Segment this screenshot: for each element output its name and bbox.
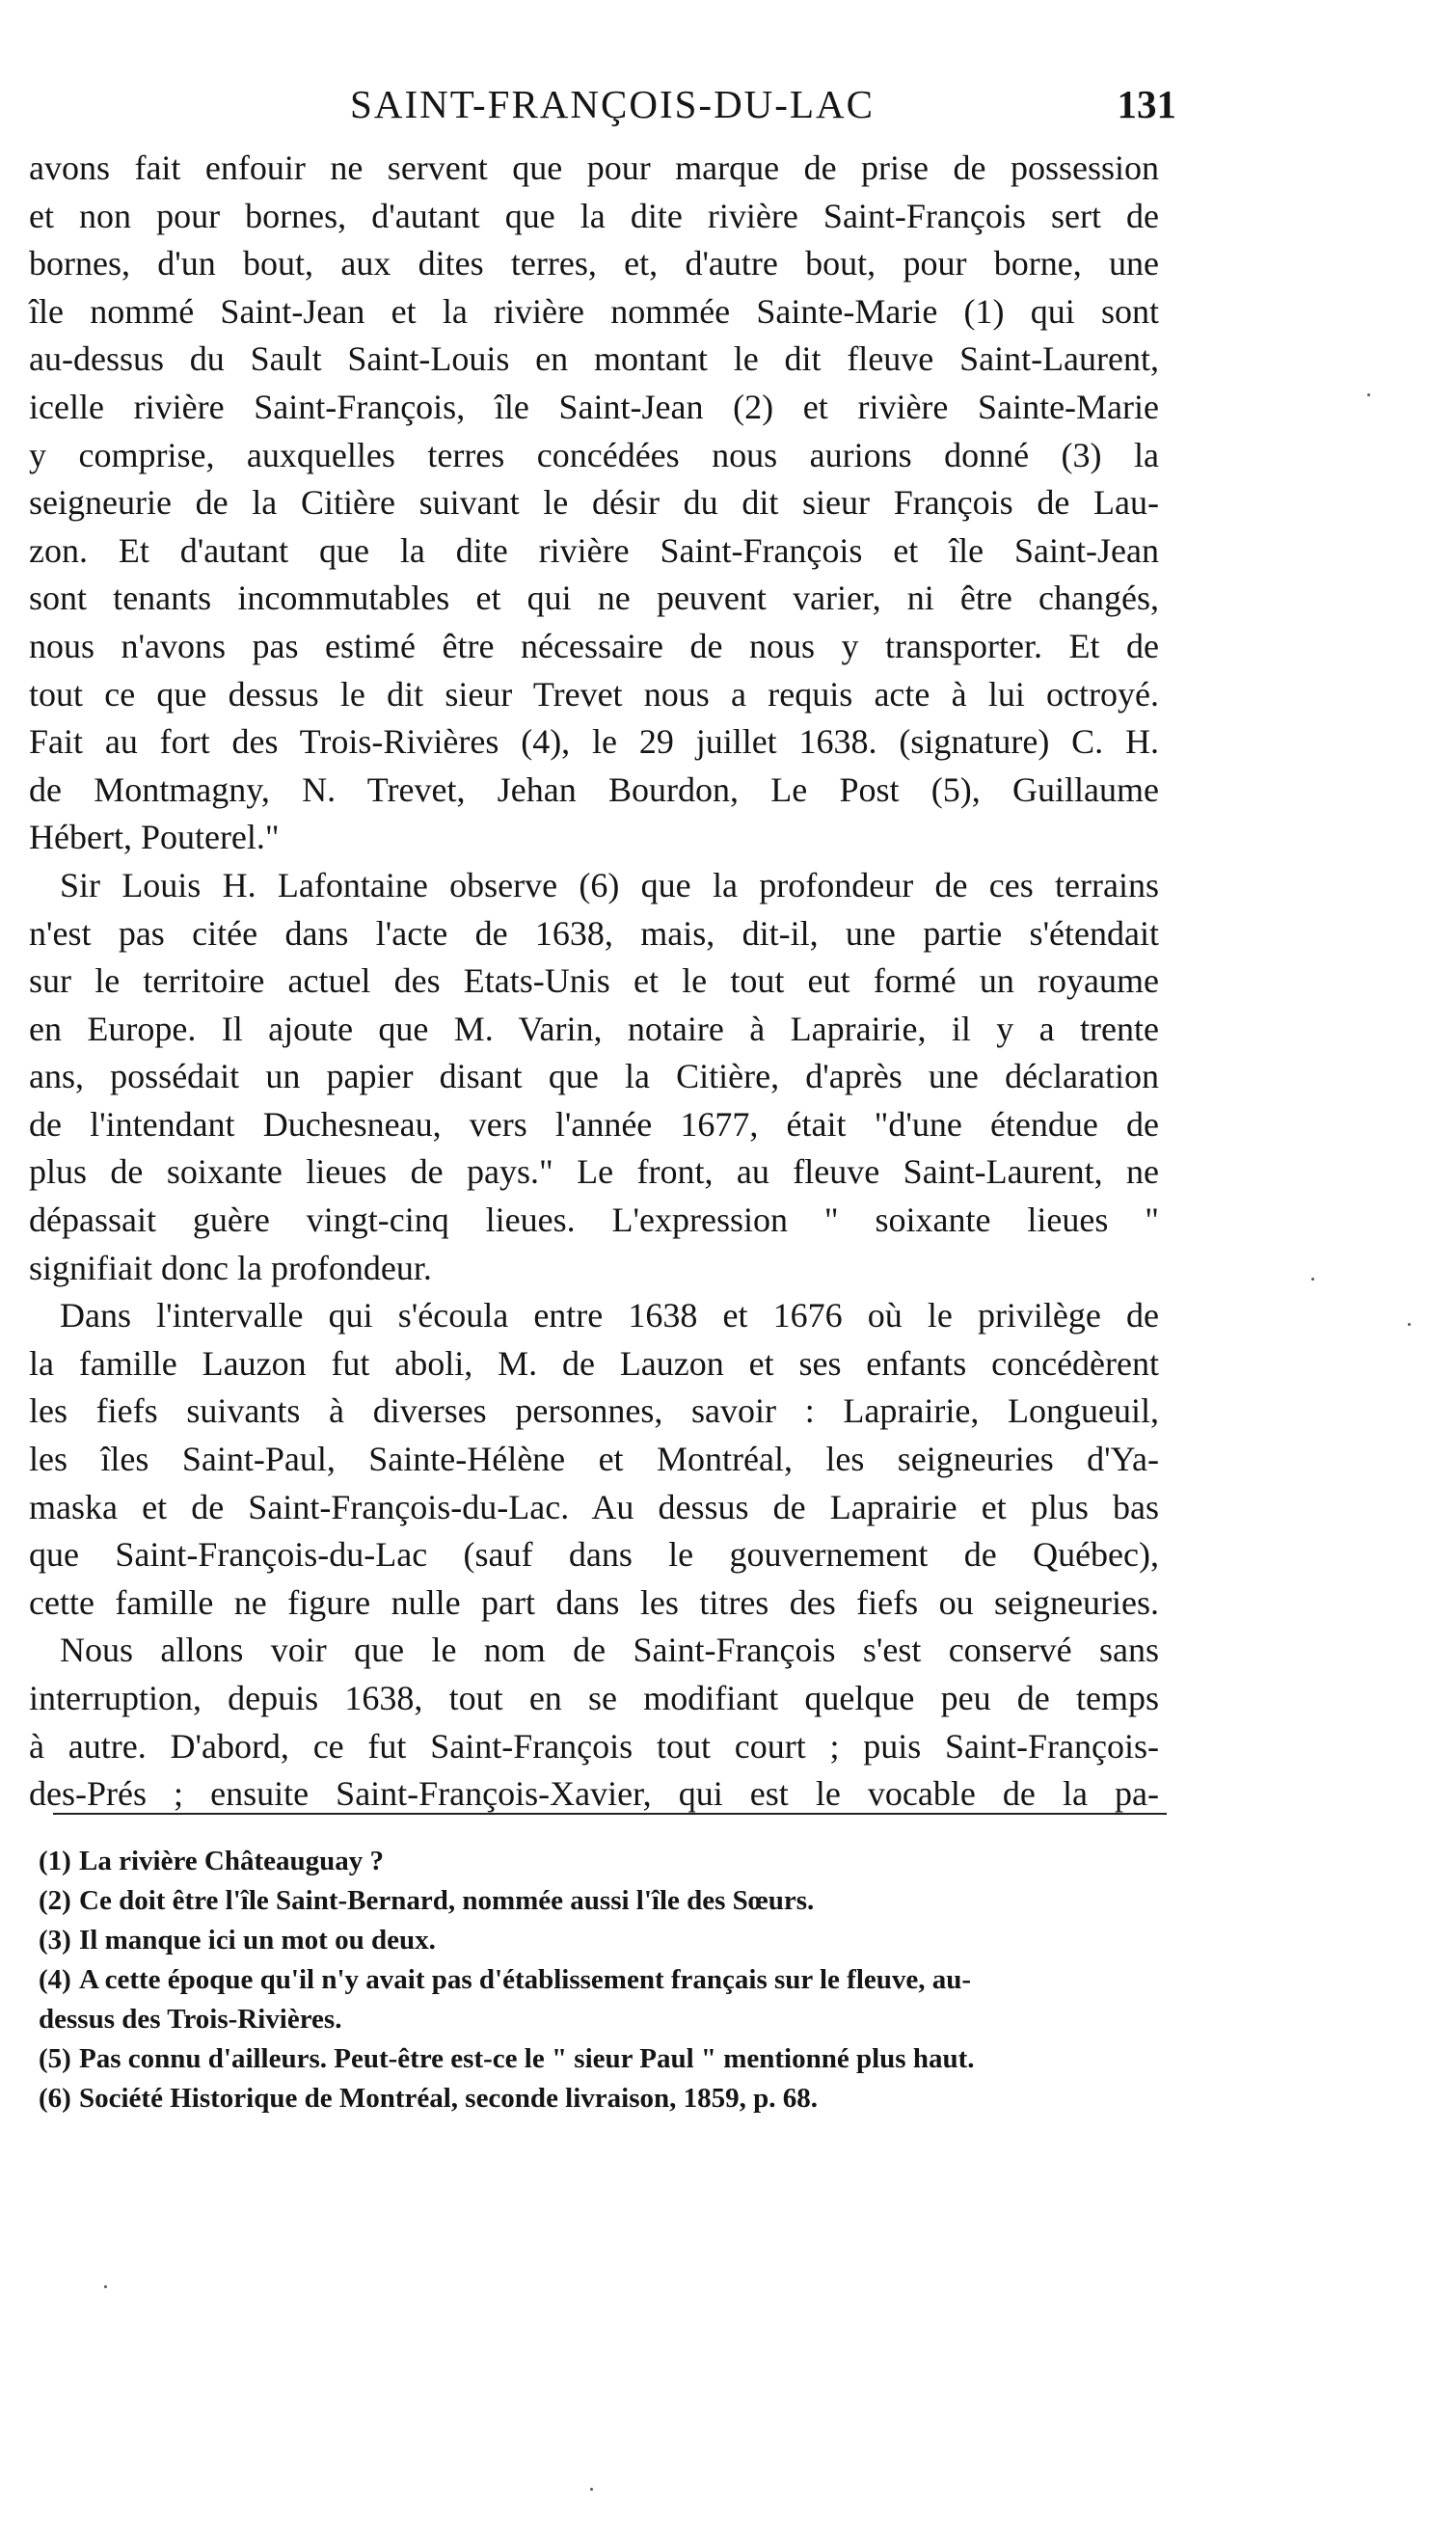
text-line: signifiait donc la profondeur. [29,1248,432,1287]
text-line: dépassait guère vingt-cinq lieues. L'expression " soixante lieues " [29,1201,1159,1240]
footnote-divider [53,1813,1167,1815]
text-line: maska et de Saint-François-du-Lac. Au dessus de Laprairie et plus bas [29,1487,1159,1526]
footnote-text: Société Historique de Montréal, seconde livraison, 1859, p. 68. [79,2083,819,2114]
text-line: et non pour bornes, d'autant que la dite rivière Saint-François sert de [29,196,1159,235]
footnote-number: (6) [39,2083,71,2114]
text-line: en Europe. Il ajoute que M. Varin, notaire à Laprairie, il y a trente [29,1009,1159,1048]
text-line: interruption, depuis 1638, tout en se modifiant quelque peu de temps [29,1679,1159,1717]
scan-speck [1408,1323,1411,1326]
text-line: les îles Saint-Paul, Sainte-Hélène et Montréal, les seigneuries d'Ya- [29,1440,1159,1479]
scan-speck [1367,393,1370,396]
text-line: nous n'avons pas estimé être nécessaire de nous y transporter. Et de [29,626,1159,665]
text-line: de Montmagny, N. Trevet, Jehan Bourdon, Le Post (5), Guillaume [29,769,1159,809]
text-line: que Saint-François-du-Lac (sauf dans le gouvernement de Québec), [29,1535,1159,1575]
text-line: à autre. D'abord, ce fut Saint-François tout court ; puis Saint-François- [29,1726,1159,1766]
footnotes [39,1842,1169,2118]
text-line: tout ce que dessus le dit sieur Trevet nous a requis acte à lui octroyé. [29,674,1159,714]
footnote [39,1881,1169,1921]
text-line: plus de soixante lieues de pays." Le front, au fleuve Saint-Laurent, ne [29,1152,1159,1192]
footnote [39,2039,1169,2079]
footnote-number: (3) [39,1925,71,1956]
text-line: sont tenants incommutables et qui ne peuvent varier, ni être changés, [29,579,1159,618]
text-line: Sir Louis H. Lafontaine observe (6) que la profondeur de ces terrains [60,865,1159,904]
footnote-text: dessus des Trois-Rivières. [39,2004,342,2035]
text-line: seigneurie de la Citière suivant le désir du dit sieur François de Lau- [29,483,1159,523]
footnote-text: Ce doit être l'île Saint-Bernard, nommée aussi l'île des Sœurs. [79,1885,815,1916]
running-header [58,75,1176,133]
footnote [39,2079,1169,2118]
text-line: ans, possédait un papier disant que la Citière, d'après une déclaration [29,1057,1159,1096]
text-line: Nous allons voir que le nom de Saint-François s'est conservé sans [60,1631,1159,1670]
text-line: Fait au fort des Trois-Rivières (4), le 29 juillet 1638. (signature) C. H. [29,722,1159,762]
footnote-number: (4) [39,1964,71,1995]
footnote-text: La rivière Châteauguay ? [79,1846,385,1876]
footnote [39,1842,1169,1881]
text-line: île nommé Saint-Jean et la rivière nommée Sainte-Marie (1) qui sont [29,291,1159,331]
running-title: SAINT-FRANÇOIS-DU-LAC [350,82,875,126]
text-line: au-dessus du Sault Saint-Louis en montant le dit fleuve Saint-Laurent, [29,339,1159,379]
text-line: bornes, d'un bout, aux dites terres, et, d'autre bout, pour borne, une [29,244,1159,283]
scan-speck [1311,1278,1314,1281]
text-line: cette famille ne figure nulle part dans les titres des fiefs ou seigneuries. [29,1582,1159,1622]
text-line: sur le territoire actuel des Etats-Unis et le tout eut formé un royaume [29,961,1159,1001]
text-line: de l'intendant Duchesneau, vers l'année 1677, était "d'une étendue de [29,1104,1159,1144]
text-line: n'est pas citée dans l'acte de 1638, mais, dit-il, une partie s'étendait [29,913,1159,953]
footnote [39,1960,1169,2000]
text-line: Dans l'intervalle qui s'écoula entre 1638 et 1676 où le privilège de [60,1296,1159,1335]
footnote-text: Il manque ici un mot ou deux. [79,1925,436,1956]
text-line: des-Prés ; ensuite Saint-François-Xavier, qui est le vocable de la pa- [29,1774,1159,1814]
text-line: icelle rivière Saint-François, île Saint-Jean (2) et rivière Sainte-Marie [29,387,1159,426]
text-line: y comprise, auxquelles terres concédées nous aurions donné (3) la [29,435,1159,474]
footnote-text: A cette époque qu'il n'y avait pas d'établissement français sur le fleuve, au- [79,1964,972,1995]
text-line: Hébert, Pouterel." [29,818,280,857]
footnote-number: (1) [39,1846,71,1876]
scan-speck [104,2285,107,2288]
scan-speck [590,2488,593,2491]
footnote-number: (2) [39,1885,71,1916]
text-line: la famille Lauzon fut aboli, M. de Lauzon et ses enfants concédèrent [29,1343,1159,1383]
footnote-number: (5) [39,2043,71,2074]
text-line: zon. Et d'autant que la dite rivière Saint-François et île Saint-Jean [29,530,1159,570]
text-line: avons fait enfouir ne servent que pour marque de prise de possession [29,148,1159,187]
text-line: les fiefs suivants à diverses personnes, savoir : Laprairie, Longueuil, [29,1391,1159,1431]
body-text [29,145,1159,1819]
footnote [39,1921,1169,1960]
page-number: 131 [1117,82,1176,126]
footnote-text: Pas connu d'ailleurs. Peut-être est-ce le " sieur Paul " mentionné plus haut. [79,2043,975,2074]
footnote-continuation [39,2000,1169,2039]
